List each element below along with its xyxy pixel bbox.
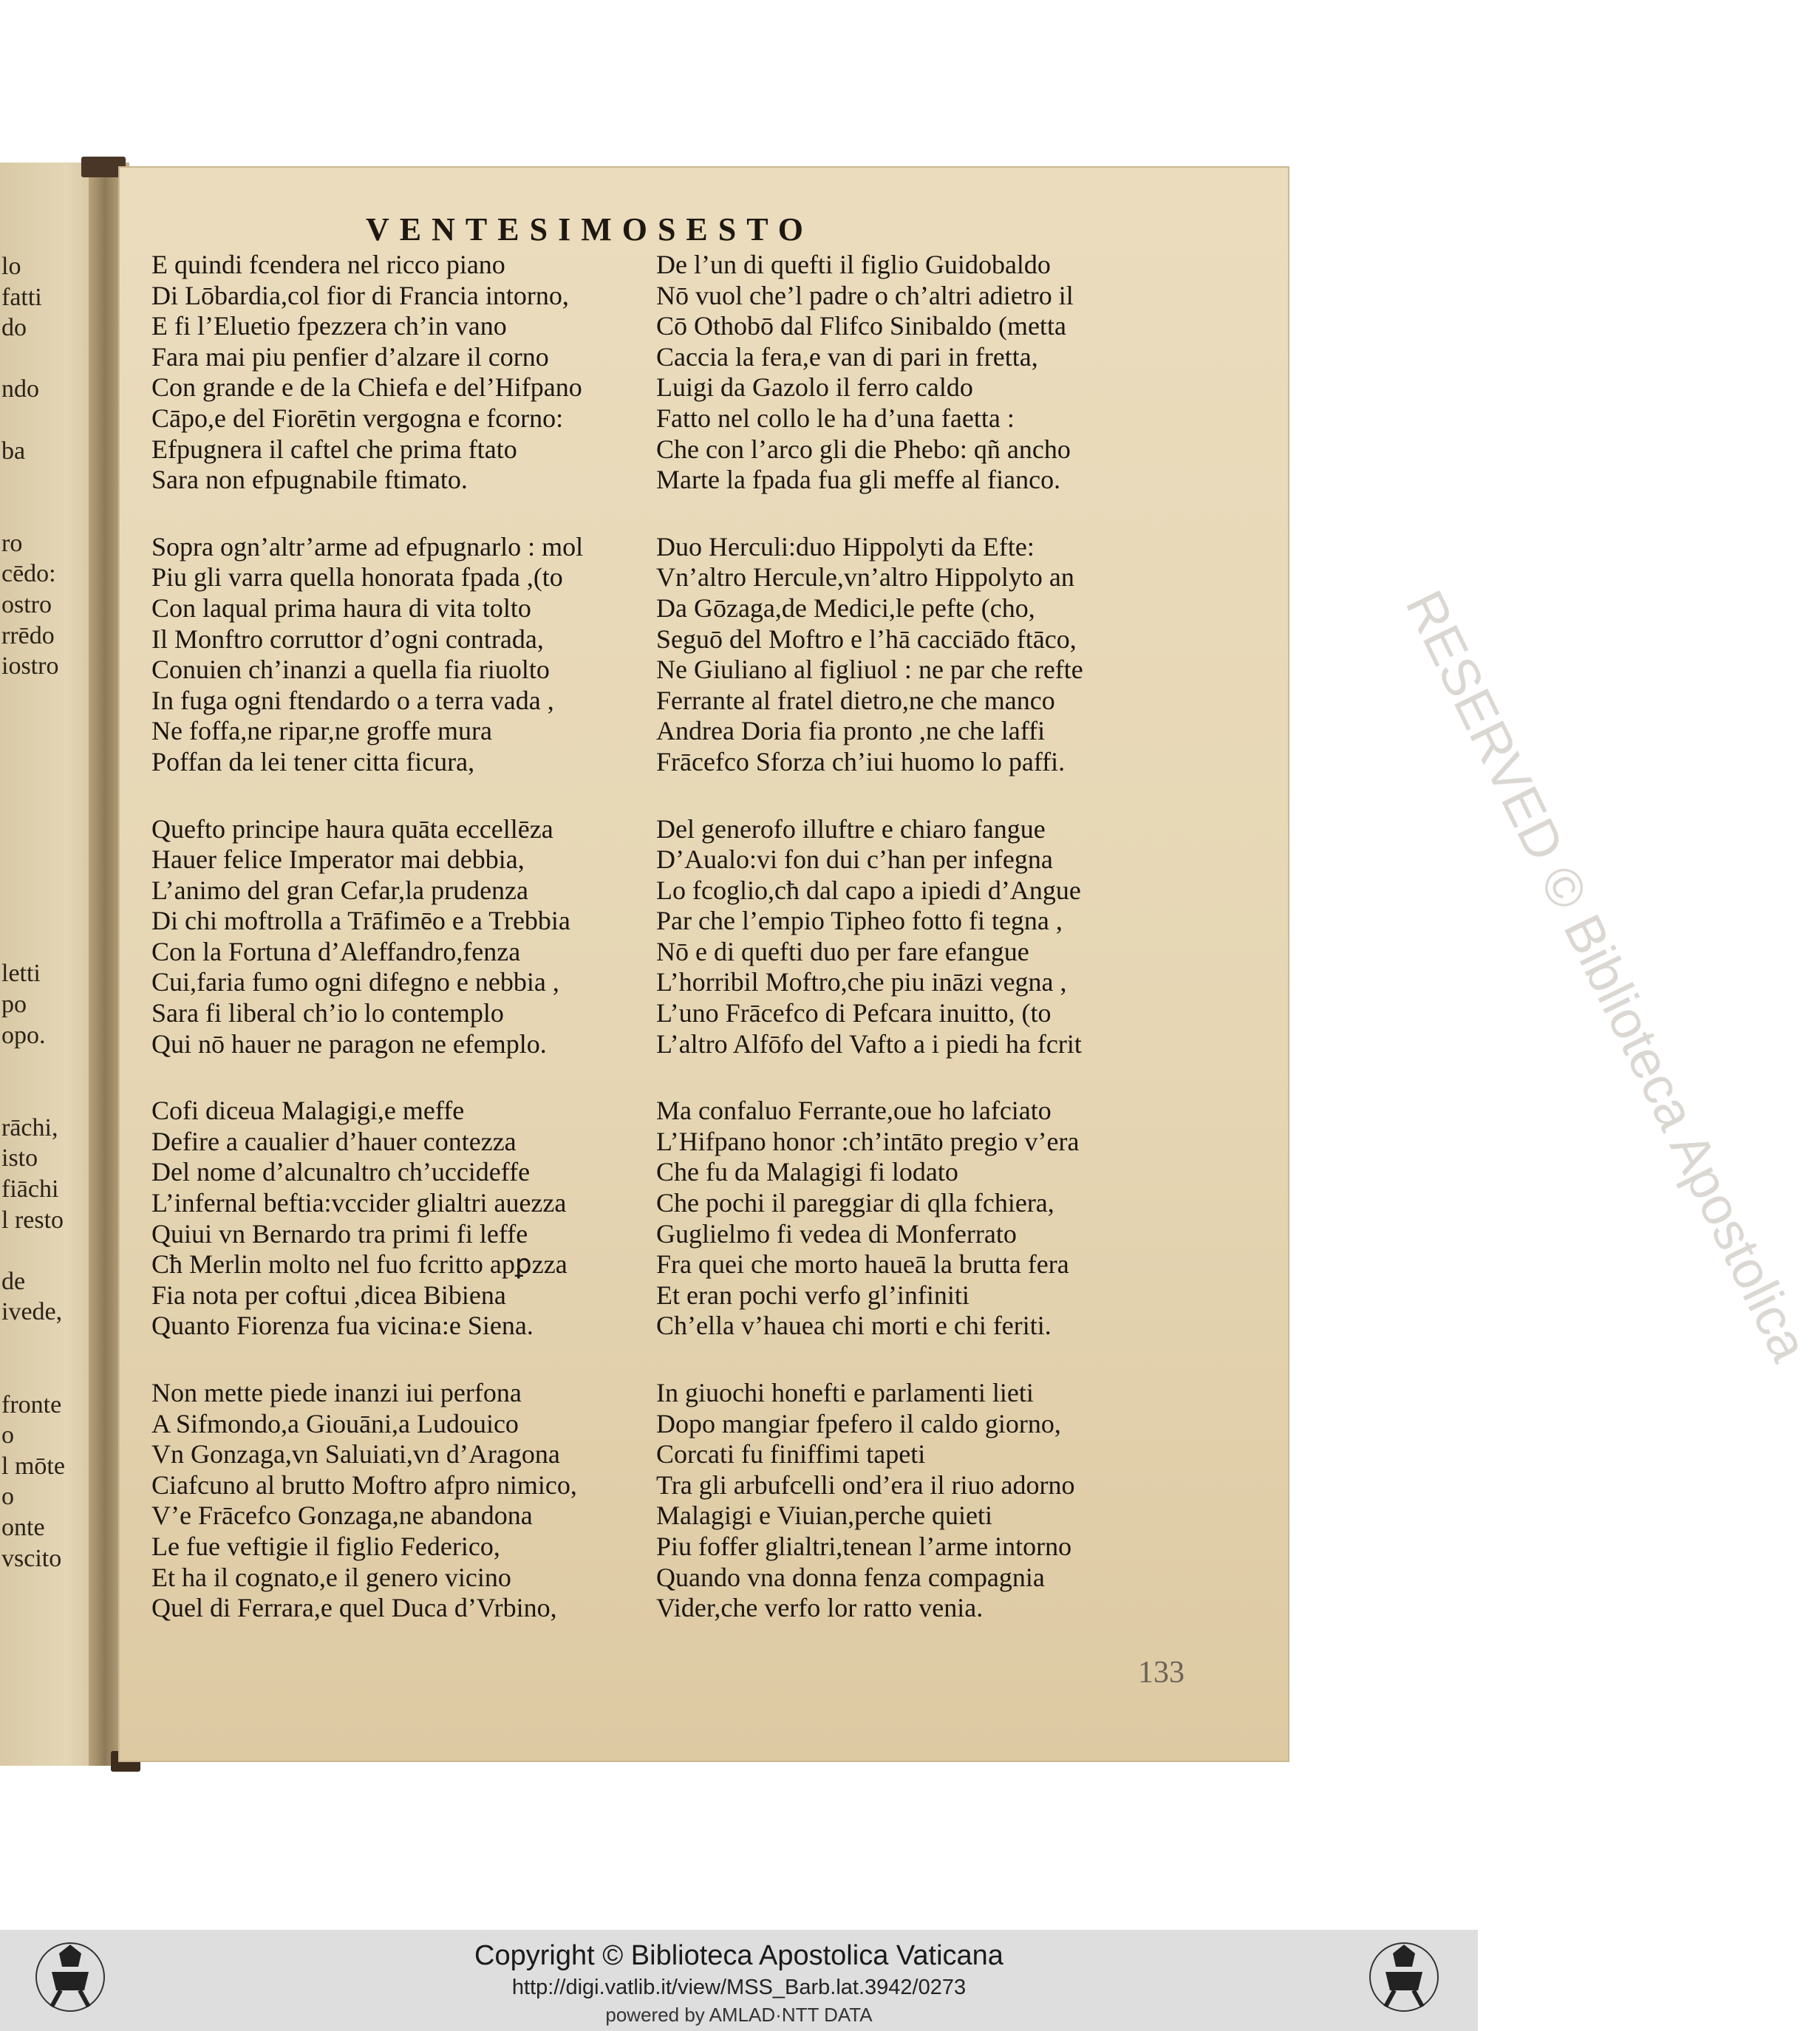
facing-page-line: l mōte xyxy=(1,1452,65,1480)
footer-powered-by: powered by AMLAD·NTT DATA xyxy=(605,2004,873,2026)
verse-line: Che fu da Malagigi fi lodato xyxy=(656,1157,958,1187)
stanza xyxy=(656,1096,1281,1342)
facing-page-line: cēdo: xyxy=(1,560,56,588)
facing-page-line: de xyxy=(1,1267,26,1295)
verse-line: V’e Frācefco Gonzaga,ne abandona xyxy=(151,1501,533,1531)
verse-line: L’Hifpano honor :ch’intāto pregio v’era xyxy=(656,1126,1080,1156)
verse-line: Tra gli arbufcelli ond’era il riuo adorno xyxy=(656,1470,1075,1500)
facing-page-line xyxy=(0,1574,96,1605)
facing-page-line: ivede, xyxy=(1,1298,63,1326)
stanza xyxy=(151,1378,669,1624)
verse-line: Hauer felice Imperator mai debbia, xyxy=(151,844,525,875)
facing-page-line: isto xyxy=(1,1144,38,1172)
verse-line: Non mette piede inanzi iui perfona xyxy=(151,1378,522,1407)
verse-line: Vn’altro Hercule,vn’altro Hippolyto an xyxy=(656,562,1074,593)
verse-line: In fuga ogni ftendardo o a terra vada , xyxy=(151,685,554,715)
verse-line: Nō e di quefti duo per fare efangue xyxy=(656,936,1029,966)
verse-line: A Sifmondo,a Giouāni,a Ludouico xyxy=(151,1408,519,1438)
verse-line: Con laqual prima haura di vita tolto xyxy=(151,593,531,623)
facing-page-line: onte xyxy=(1,1513,45,1541)
verse-line: L’horribil Moftro,che piu ināzi vegna , xyxy=(656,967,1067,997)
verse-line: E quindi fcendera nel ricco piano xyxy=(151,250,505,279)
facing-page-line: fiāchi xyxy=(1,1175,59,1204)
verse-line: Poffan da lei tener citta ficura, xyxy=(151,746,475,776)
facing-page-line: fronte xyxy=(1,1390,62,1419)
verse-line: Le fue veftigie il figlio Federico, xyxy=(151,1531,500,1561)
verse-line: Cħ Merlin molto nel fuo fcritto apꝑzza xyxy=(151,1249,568,1280)
verse-line: Lo fcoglio,cħ dal capo a ipiedi d’Angue xyxy=(656,875,1081,905)
verse-line: Guglielmo fi vedea di Monferrato xyxy=(656,1218,1017,1249)
verse-line: Di Lōbardia,col fior di Francia intorno, xyxy=(151,280,569,310)
facing-page-line xyxy=(0,344,96,375)
verse-line: Ne Giuliano al figliuol : ne par che refte xyxy=(656,655,1083,685)
facing-page-line xyxy=(0,1359,96,1390)
verse-line: L’altro Alfōfo del Vafto a i piedi ha fcrit xyxy=(656,1028,1082,1059)
verse-line: Ciafcuno al brutto Moftro afpro nimico, xyxy=(151,1470,577,1500)
facing-page-line: rrēdo xyxy=(1,621,55,649)
verse-line: Cui,faria fumo ogni difegno e nebbia , xyxy=(151,967,559,997)
verse-line: Quiui vn Bernardo tra primi fi leffe xyxy=(151,1218,528,1249)
facing-page-line: ro xyxy=(1,529,23,557)
stanza xyxy=(151,814,669,1060)
footer-copyright: Copyright © Biblioteca Apostolica Vaticana xyxy=(474,1940,1003,1971)
verse-line: Sara non efpugnabile ftimato. xyxy=(151,465,468,495)
verse-line: Il Monftro corruttor d’ogni contrada, xyxy=(151,624,544,654)
verse-line: Fatto nel collo le ha d’una faetta : xyxy=(656,403,1015,433)
verse-line: Ma confaluo Ferrante,oue ho lafciato xyxy=(656,1096,1052,1126)
vatican-library-seal-icon xyxy=(1341,1939,1467,2024)
verse-line: Defire a caualier d’hauer contezza xyxy=(151,1126,517,1156)
verse-line: Frācefco Sforza ch’iui huomo lo paffi. xyxy=(656,746,1066,776)
verse-line: Quanto Fiorenza fua vicina:e Siena. xyxy=(151,1311,534,1341)
facing-page-line: vscito xyxy=(1,1544,62,1572)
verse-line: Piu foffer glialtri,tenean l’arme intorno xyxy=(656,1531,1072,1561)
verse-column-left xyxy=(151,250,669,1624)
verse-line: Et ha il cognato,e il genero vicino xyxy=(151,1562,511,1592)
verse-line: E fi l’Eluetio fpezzera ch’in vano xyxy=(151,311,507,341)
facing-page-line: ba xyxy=(1,437,26,465)
running-head: VENTESIMOSESTO xyxy=(366,211,814,248)
verse-line: Sopra ogn’altr’arme ad efpugnarlo : mol xyxy=(151,531,584,561)
verse-line: Luigi da Gazolo il ferro caldo xyxy=(656,372,973,403)
verse-line: Qui nō hauer ne paragon ne efemplo. xyxy=(151,1028,547,1059)
facing-page-line: letti xyxy=(1,960,41,988)
stanza xyxy=(656,250,1281,496)
facing-page-line xyxy=(0,405,96,436)
footer-url-link[interactable]: http://digi.vatlib.it/view/MSS_Barb.lat.3942/0273 xyxy=(511,1976,967,1999)
verse-line: Ferrante al fratel dietro,ne che manco xyxy=(656,685,1055,715)
facing-page-line xyxy=(0,836,96,867)
verse-line: Nō vuol che’l padre o ch’altri adietro il xyxy=(656,280,1074,310)
verse-line: Et eran pochi verfo gl’infiniti xyxy=(656,1280,969,1310)
verse-line: Sara fi liberal ch’io lo contemplo xyxy=(151,998,504,1028)
verse-line: Da Gōzaga,de Medici,le pefte (cho, xyxy=(656,593,1035,623)
verse-line: Del nome d’alcunaltro ch’uccideffe xyxy=(151,1157,531,1187)
facing-page-line: opo. xyxy=(1,1021,46,1049)
stanza xyxy=(151,532,669,778)
facing-page-line: lo xyxy=(1,253,21,280)
verse-line: D’Aualo:vi fon dui c’han per infegna xyxy=(656,844,1053,875)
facing-page-line xyxy=(0,712,96,743)
verse-line: Corcati fu finiffimi tapeti xyxy=(656,1439,926,1470)
verse-line: L’animo del gran Cefar,la prudenza xyxy=(151,875,529,905)
verse-line: Cāpo,e del Fiorētin vergogna e fcorno: xyxy=(151,403,564,433)
verse-line: Duo Herculi:duo Hippolyti da Efte: xyxy=(656,531,1035,561)
verse-line: Ch’ella v’hauea chi morti e chi feriti. xyxy=(656,1311,1052,1341)
facing-page-line: po xyxy=(1,991,27,1019)
facing-page-line xyxy=(0,867,96,898)
verse-line: L’uno Frācefco di Pefcara inuitto, (to xyxy=(656,998,1052,1028)
verse-line: Conuien ch’inanzi a quella fia riuolto xyxy=(151,655,550,685)
facing-page-line: ostro xyxy=(1,590,52,618)
facing-page-line: o xyxy=(1,1421,14,1450)
verse-line: Con la Fortuna d’Aleffandro,fenza xyxy=(151,936,521,966)
verse-line: Che pochi il pareggiar di qlla fchiera, xyxy=(656,1188,1054,1218)
verse-line: De l’un di quefti il figlio Guidobaldo xyxy=(656,250,1051,279)
verse-line: Che con l’arco gli die Phebo: qñ ancho xyxy=(656,434,1071,464)
footer-bar xyxy=(0,1930,1478,2031)
facing-page-line: fatti xyxy=(1,283,42,311)
verse-line: Fra quei che morto haueā la brutta fera xyxy=(656,1249,1069,1280)
verse-line: Caccia la fera,e van di pari in fretta, xyxy=(656,341,1038,372)
verse-line: Seguō del Moftro e l’hā cacciādo ftāco, xyxy=(656,624,1077,654)
stanza xyxy=(151,250,669,496)
facing-page-line: ndo xyxy=(1,375,39,403)
facing-page-line: do xyxy=(1,314,27,342)
verse-line: Vn Gonzaga,vn Saluiati,vn d’Aragona xyxy=(151,1439,560,1470)
verse-line: Fia nota per coftui ,dicea Bibiena xyxy=(151,1280,506,1310)
facing-page-line xyxy=(0,897,96,928)
verse-line: Par che l’empio Tipheo fotto fi tegna , xyxy=(656,906,1063,936)
verse-line: Fara mai piu penfier d’alzare il corno xyxy=(151,341,549,372)
verse-line: Ne foffa,ne ripar,ne groffe mura xyxy=(151,716,493,746)
verse-line: Del generofo illuftre e chiaro fangue xyxy=(656,813,1046,844)
verse-line: Di chi moftrolla a Trāfimēo e a Trebbia xyxy=(151,906,570,936)
facing-page-line xyxy=(0,1235,96,1266)
verse-line: Marte la fpada fua gli meffe al fianco. xyxy=(656,465,1061,495)
facing-page-line: l resto xyxy=(1,1206,64,1234)
verse-line: Quando vna donna fenza compagnia xyxy=(656,1562,1045,1592)
verse-line: Cō Othobō dal Flifco Sinibaldo (metta xyxy=(656,311,1066,341)
verse-line: In giuochi honefti e parlamenti lieti xyxy=(656,1378,1034,1407)
facing-page-line xyxy=(0,682,96,713)
facing-page-line xyxy=(0,928,96,959)
verse-line: Piu gli varra quella honorata fpada ,(to xyxy=(151,562,563,593)
verse-line: L’infernal beftia:vccider glialtri auezza xyxy=(151,1188,567,1218)
stanza xyxy=(151,1096,669,1342)
verse-line: Con grande e de la Chiefa e del’Hifpano xyxy=(151,372,582,403)
facing-page-line: o xyxy=(1,1483,14,1511)
facing-page-line xyxy=(0,466,96,497)
facing-page-text xyxy=(0,251,96,1636)
verse-line: Andrea Doria fia pronto ,ne che laffi xyxy=(656,716,1046,746)
verse-line: Dopo mangiar fpefero il caldo giorno, xyxy=(656,1408,1061,1438)
verse-line: Quel di Ferrara,e quel Duca d’Vrbino, xyxy=(151,1593,557,1623)
verse-line: Efpugnera il caftel che prima ftato xyxy=(151,434,517,464)
verse-line: Cofi diceua Malagigi,e meffe xyxy=(151,1096,465,1126)
verse-line: Vider,che verfo lor ratto venia. xyxy=(656,1593,984,1623)
facing-page-line xyxy=(0,1082,96,1113)
stanza xyxy=(656,1378,1281,1624)
facing-page-line xyxy=(0,743,96,774)
verse-line: Quefto principe haura quāta eccellēza xyxy=(151,813,553,844)
facing-page-line xyxy=(0,805,96,836)
folio-number: 133 xyxy=(1138,1656,1185,1690)
facing-page-line: iostro xyxy=(1,652,59,680)
facing-page-line: rāchi, xyxy=(1,1113,58,1141)
verse-line: Malagigi e Viuian,perche quieti xyxy=(656,1501,993,1531)
reserved-stamp-watermark: RESERVED © Biblioteca Apostolica xyxy=(1394,581,1819,1371)
